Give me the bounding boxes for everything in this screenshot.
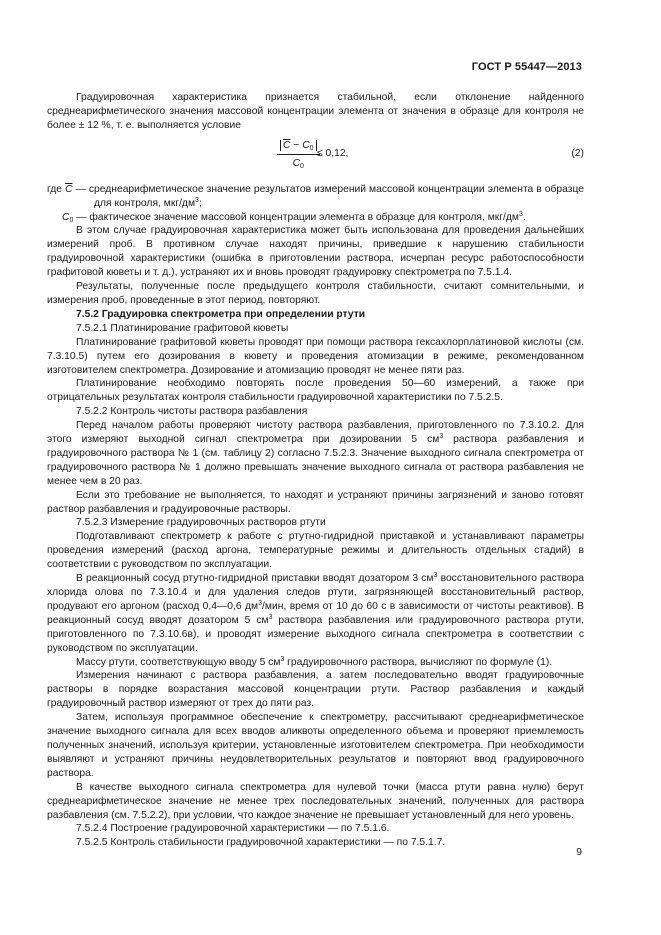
- paragraph: Градуировочная характеристика признается стабильной, если отклонение найденного среднеарифметического значения массовой концентрации элемента от значения в образце для контроля не более ± 12 %, т. е. выполняется условие: [47, 92, 584, 131]
- paragraph: Массу ртути, соответствующую вводу 5 $см^3$ градуировочного раствора, вычисляют по формуле (1).: [76, 655, 553, 668]
- text-run: В реакционный сосуд ртутно-гидридной приставки вводят дозатором 3 см: [76, 573, 434, 585]
- paragraph: Платинирование необходимо повторять после проведения 50—60 измерений, а также при отрицательных результатах контроля стабильности градуировочной характеристики по 7.5.2.5.: [47, 378, 584, 404]
- formula-number: (2): [571, 147, 584, 159]
- document-id-header: ГОСТ Р 55447—2013: [471, 61, 582, 73]
- formula-relation: ≤ 0,12,: [317, 147, 349, 159]
- formula-denominator: $C_0$: [292, 157, 304, 170]
- subsection-heading: 7.5.2.4 Построение градуировочной характеристики — по 7.5.1.6.: [76, 823, 390, 835]
- text-run: Перед началом работы проверяют чистоту раствора разбавления, приготовленного по 7.3.10.2. Для этого измеряют выходной сигнал спектрометра при дозировании 5 см: [47, 420, 584, 446]
- paragraph: Подготавливают спектрометр к работе с ртутно-гидридной приставкой и устанавливают параметры проведения измерений (расход аргона, температурные режимы и длительность отдельных стадий) в соответствии с руководством по эксплуатации.: [47, 531, 584, 571]
- definition-c0: $C_0$ — фактическое значение массовой концентрации элемента в образце для контроля, мкг/$дм^3$.: [62, 210, 526, 224]
- definition-cbar: где $\overline{C}$ — среднеарифметическое значение результатов измерений массовой концентрации элемента в образце для контроля, мкг/$дм^3$;: [47, 183, 584, 209]
- paragraph: Затем, используя программное обеспечение к спектрометру, рассчитывают среднеарифметическое значение выходного сигнала для всех вводов аликвоты определенного объема и проверяют приемлемость полученных значений, используя критерии, установленные изготовителем спектрометра. При необходимости выявляют и устраняют причины неудовлетворительных результатов и повторяют ввод градуировочного раствора.: [47, 712, 584, 779]
- text-run: восстановительного раствора хлорида олова по 7.3.10.4 и для удаления следов ртути, загрязняющей восстановительный раствор, продувают его аргоном (расход 0,4—0,6 дм: [47, 573, 584, 612]
- paragraph: Платинирование графитовой кюветы проводят при помощи раствора гексахлорплатиновой кислоты (см. 7.3.10.5) путем его дозирования в кювету и проведения атомизации в режиме, рекомендованном изготовителем спектрометра. Дозирование и атомизацию проводят не менее пяти раз.: [47, 336, 584, 376]
- symbol-cbar: $\overline{C}$: [65, 183, 73, 195]
- subsection-heading: 7.5.2.2 Контроль чистоты раствора разбавления: [76, 406, 308, 418]
- definition-text: — фактическое значение массовой концентрации элемента в образце для контроля, мкг/дм: [76, 211, 520, 223]
- paragraph: Измерения начинают с раствора разбавления, а затем последовательно вводят градуировочные растворы в порядке возрастания массовой концентрации ртути. Раствор разбавления и каждый градуировочный раствор измеряют от трех до пяти раз.: [47, 670, 584, 710]
- text-run: раствора разбавления или градуировочного раствора ртути, приготовленного по 7.3.10.6в), и проводят измерение выходного сигнала спектрометра в соответствии с руководством по эксплуатации.: [47, 614, 584, 654]
- paragraph: В реакционный сосуд ртутно-гидридной приставки вводят дозатором 3 $см^3$ восстановительного раствора хлорида олова по 7.3.10.4 и для удаления следов ртути, загрязняющей восстановительный раствор, продувают его аргоном (расход 0,4—0,6 $дм^3$/мин, время от 10 до 60 с в зависимости от чистоты реактивов). В реакционный сосуд вводят дозатором 5 $см^3$ раствора разбавления или градуировочного раствора ртути, приготовленного по 7.3.10.6в), и проводят измерение выходного сигнала спектрометра в соответствии с руководством по эксплуатации.: [47, 572, 585, 654]
- document-body: [47, 91, 584, 850]
- subsection-heading: 7.5.2.3 Измерение градуировочных растворов ртути: [76, 517, 326, 529]
- page-number: 9: [576, 847, 582, 858]
- definition-text: — среднеарифметическое значение результатов измерений массовой концентрации элемента в образце для контроля, мкг/дм: [75, 183, 584, 209]
- text-run: /мин, время от 10 до 60 с в зависимости от чистоты реактивов). В реакционный сосуд вводят дозатором 5 см: [47, 600, 585, 626]
- text-run: градуировочного раствора, вычисляют по формуле (1).: [284, 656, 553, 668]
- subsection-heading: 7.5.2.5 Контроль стабильности градуировочной характеристики — по 7.5.1.7.: [76, 837, 446, 849]
- text-run: раствора разбавления и градуировочного раствора № 1 (см. таблицу 2) согласно 7.5.2.3. Значение выходного сигнала спектрометра от градуировочного раствора № 1 должно превышать значение выходного сигнала от раствора разбавления не менее чем в 20 раз.: [47, 434, 585, 487]
- subsection-heading: 7.5.2.1 Платинирование графитовой кюветы: [76, 322, 289, 334]
- formula-2: [47, 135, 584, 181]
- paragraph: Если это требование не выполняется, то находят и устраняют причины загрязнений и заново готовят раствор разбавления и градуировочные растворы.: [47, 489, 584, 515]
- paragraph: Перед началом работы проверяют чистоту раствора разбавления, приготовленного по 7.3.10.2. Для этого измеряют выходной сигнал спектрометра при дозировании 5 $см^3$ раствора разбавления и градуировочного раствора № 1 (см. таблицу 2) согласно 7.5.2.3. Значение выходного сигнала спектрометра от градуировочного раствора № 1 должно превышать значение выходного сигнала от раствора разбавления не менее чем в 20 раз.: [47, 420, 585, 487]
- paragraph: В этом случае градуировочная характеристика может быть использована для проведения дальнейших измерений проб. В противном случае находят причины, приведшие к нарушению стабильности градуировочной характеристики (ошибка в приготовлении раствора, исчерпан ресурс работоспособности графитовой кюветы и т. д.), устраняют их и вновь проводят градуировку спектрометра по 7.5.1.4.: [47, 225, 584, 279]
- paragraph: Результаты, полученные после предыдущего контроля стабильности, считают сомнительными, и измерения проб, проведенные в этот период, повторяют.: [47, 281, 584, 306]
- paragraph: В качестве выходного сигнала спектрометра для нулевой точки (масса ртути равна нулю) берут среднеарифметическое значение не менее трех последовательных значений, полученных для раствора разбавления (см. 7.5.2.2), при условии, что каждое значение не превышает установленный для него уровень.: [47, 781, 584, 821]
- section-heading: 7.5.2 Градуировка спектрометра при определении ртути: [76, 308, 366, 320]
- where-label: где: [47, 183, 63, 195]
- formula-numerator: $\overline{C} - C_0$: [277, 139, 320, 155]
- text-run: Массу ртути, соответствующую вводу 5 см: [76, 656, 281, 668]
- formula-fraction: [277, 139, 320, 171]
